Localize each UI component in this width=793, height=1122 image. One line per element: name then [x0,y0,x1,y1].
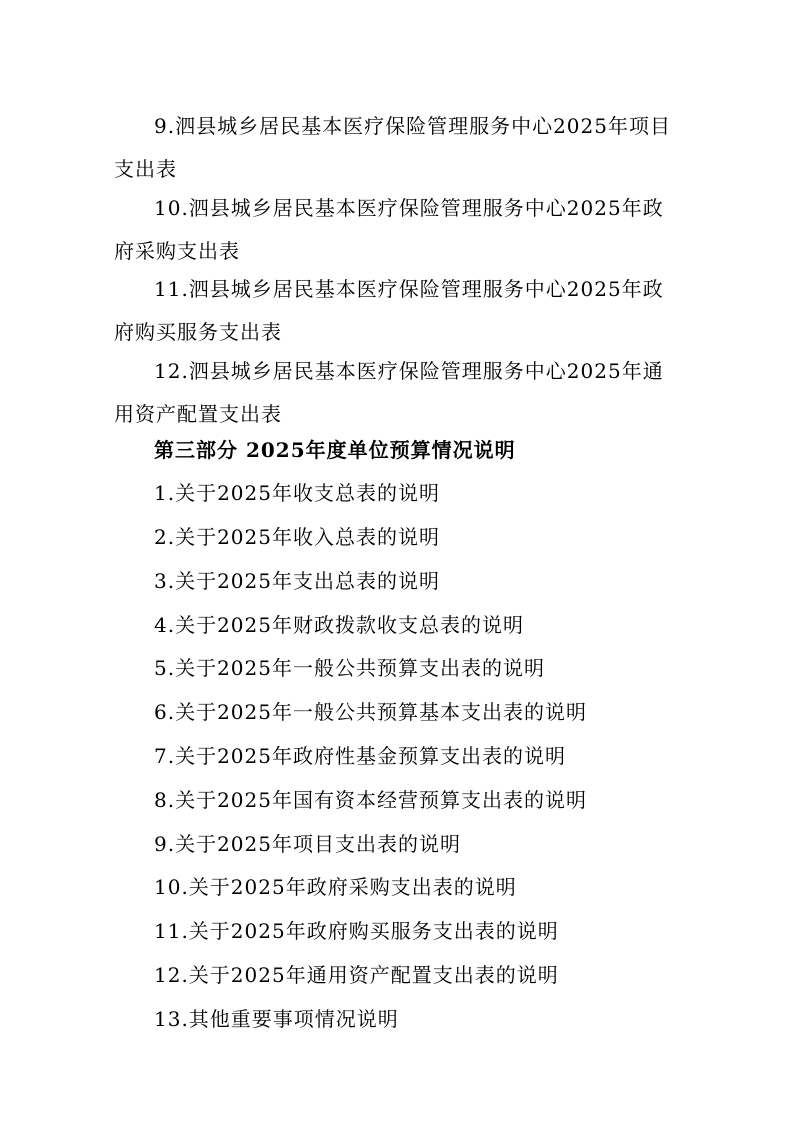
toc-item-11: 11.关于2025年政府购买服务支出表的说明 [154,919,559,943]
toc-item-12: 12.关于2025年通用资产配置支出表的说明 [154,963,559,987]
toc-item-3: 3.关于2025年支出总表的说明 [154,569,440,593]
toc-item-1: 1.关于2025年收支总表的说明 [154,481,440,505]
toc-entry-table-11: 11.泗县城乡居民基本医疗保险管理服务中心2025年政府购买服务支出表 [114,277,664,344]
toc-entry-table-9: 9.泗县城乡居民基本医疗保险管理服务中心2025年项目支出表 [114,114,671,181]
toc-entry-table-10: 10.泗县城乡居民基本医疗保险管理服务中心2025年政府采购支出表 [114,196,664,263]
toc-entry-table-12: 12.泗县城乡居民基本医疗保险管理服务中心2025年通用资产配置支出表 [114,359,664,426]
section-heading-part3: 第三部分 2025年度单位预算情况说明 [154,438,516,462]
toc-item-2: 2.关于2025年收入总表的说明 [154,525,440,549]
toc-item-8: 8.关于2025年国有资本经营预算支出表的说明 [154,788,587,812]
toc-item-7: 7.关于2025年政府性基金预算支出表的说明 [154,744,566,768]
toc-item-13: 13.其他重要事项情况说明 [154,1007,399,1031]
toc-item-4: 4.关于2025年财政拨款收支总表的说明 [154,613,524,637]
toc-item-6: 6.关于2025年一般公共预算基本支出表的说明 [154,700,587,724]
toc-item-9: 9.关于2025年项目支出表的说明 [154,832,461,856]
toc-item-10: 10.关于2025年政府采购支出表的说明 [154,875,517,899]
toc-item-5: 5.关于2025年一般公共预算支出表的说明 [154,656,545,680]
